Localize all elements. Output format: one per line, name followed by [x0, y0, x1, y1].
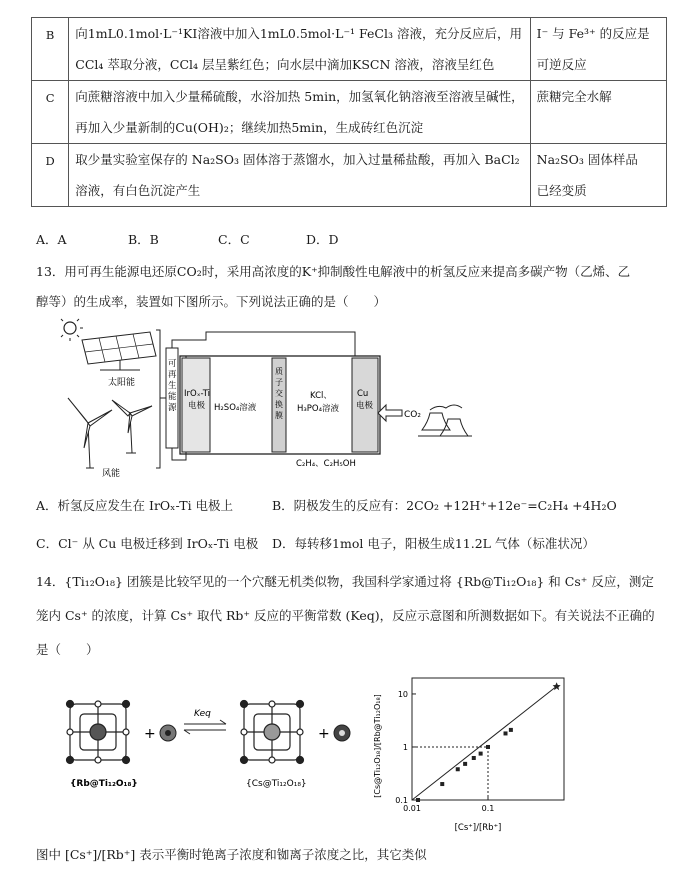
reaction-scheme — [56, 690, 366, 800]
conclusion-line: 已经变质 — [536, 183, 587, 198]
plot-area — [395, 678, 564, 813]
data-point — [440, 782, 444, 786]
q13-option-b[interactable]: B．阴极发生的反应有：2CO₂ +12H⁺+12e⁻=C₂H₄ +4H₂O — [272, 498, 617, 513]
renewable-source-label: 可再生能源 — [168, 359, 177, 413]
data-point — [504, 731, 508, 735]
conclusion-line: I⁻ 与 Fe³⁺ 的反应是 — [536, 26, 650, 41]
row-label: D — [32, 144, 69, 207]
x-tick-label: 0.1 — [481, 804, 495, 813]
solar-panel-icon — [82, 332, 156, 370]
cs-cluster-label: {Cs@Ti₁₂O₁₈} — [246, 779, 307, 789]
conclusion-line: 可逆反应 — [536, 57, 587, 72]
option-d[interactable]: D．D — [306, 232, 339, 247]
electrolysis-diagram — [60, 318, 520, 478]
equilibrium-arrow-icon — [184, 720, 226, 734]
plus-sign-2: + — [318, 726, 330, 742]
y-axis-label: [Cs@Ti₁₂O₁₈]/[Rb@Ti₁₂O₁₈] — [373, 694, 382, 798]
chart-caption: 图中 [Cs⁺]/[Rb⁺] 表示平衡时铯离子浓度和铷离子浓度之比，其它类似 — [36, 847, 427, 862]
q14-stem-line: 是（ ） — [36, 642, 99, 657]
co2-label: CO₂ — [404, 410, 421, 420]
x-axis-label: [Cs⁺]/[Rb⁺] — [454, 823, 502, 833]
conclusion-line: Na₂SO₃ 固体样品 — [536, 152, 638, 167]
y-tick-label: 1 — [402, 742, 408, 752]
option-c[interactable]: C．C — [218, 232, 250, 247]
x-tick-label: 0.01 — [403, 804, 421, 813]
table-row — [32, 144, 667, 207]
q14-stem-line: 笼内 Cs⁺ 的浓度，计算 Cs⁺ 取代 Rb⁺ 反应的平衡常数 (Keq)，反应示意图和所测数据如下。有关说法不正确的 — [36, 608, 655, 623]
y-tick-label: 10 — [397, 689, 408, 699]
anode-label: IrOₓ-Ti — [184, 389, 211, 399]
operation-line: 向1mL0.1mol·L⁻¹KI溶液中加入1mL0.5mol·L⁻¹ FeCl₃ 溶液，充分反应后，用 — [75, 26, 522, 41]
q12-options — [36, 230, 339, 248]
factory-icon — [418, 405, 472, 436]
table-row — [32, 81, 667, 144]
rb-cluster-icon — [67, 701, 130, 764]
operation-line: 取少量实验室保存的 Na₂SO₃ 固体溶于蒸馏水，加入过量稀盐酸，再加入 BaCl₂ — [75, 152, 520, 167]
data-point — [416, 798, 420, 802]
operation-line: 向蔗糖溶液中加入少量稀硫酸，水浴加热 5min，加氢氧化钠溶液至溶液呈碱性， — [75, 89, 524, 104]
fit-line — [412, 686, 557, 800]
cathode-label: Cu — [357, 389, 369, 399]
q13-stem-line: 醇等）的生成率，装置如下图所示。下列说法正确的是（ ） — [36, 294, 387, 309]
keq-label: Keq — [194, 709, 211, 719]
plus-sign: + — [144, 726, 156, 742]
data-point — [456, 767, 460, 771]
anode-label-2: 电极 — [188, 401, 206, 411]
rb-ion-icon — [334, 725, 350, 741]
solar-label: 太阳能 — [108, 378, 136, 388]
row-label: C — [32, 81, 69, 144]
q14-stem-line: 14．{Ti₁₂O₁₈} 团簇是比较罕见的一个穴醚无机类似物，我国科学家通过将 {Rb@Ti₁₂O₁₈} 和 Cs⁺ 反应，测定 — [36, 574, 654, 589]
keq-chart — [368, 670, 582, 834]
cs-ion-icon — [160, 725, 176, 741]
y-tick-label: 0.1 — [395, 796, 408, 805]
data-point — [463, 762, 467, 766]
data-point — [509, 728, 513, 732]
data-point — [486, 745, 490, 749]
wind-turbine-icon — [68, 398, 152, 468]
catholyte-label-2: H₃PO₄溶液 — [297, 404, 340, 414]
data-point — [472, 756, 476, 760]
data-point — [479, 752, 483, 756]
products-label: C₂H₄、C₂H₅OH — [296, 459, 356, 469]
operation-line: CCl₄ 萃取分液，CCl₄ 层呈紫红色；向水层中滴加KSCN 溶液，溶液呈红色 — [75, 57, 495, 72]
co2-arrow-icon — [378, 405, 402, 421]
q13-stem-line: 13．用可再生能源电还原CO₂时，采用高浓度的K⁺抑制酸性电解液中的析氢反应来提高多碳产物（乙烯、乙 — [36, 264, 631, 279]
sun-icon — [60, 318, 83, 341]
membrane-label: 质子交换膜 — [275, 367, 283, 420]
q13-option-c[interactable]: C．Cl⁻ 从 Cu 电极迁移到 IrOₓ-Ti 电极 — [36, 536, 259, 551]
option-b[interactable]: B．B — [128, 232, 159, 247]
cs-cluster-icon — [241, 701, 304, 764]
q13-option-a[interactable]: A．析氢反应发生在 IrOₓ-Ti 电极上 — [36, 498, 234, 513]
anolyte-label: H₂SO₄溶液 — [214, 403, 257, 413]
catholyte-label: KCl、 — [310, 391, 332, 401]
operation-line: 再加入少量新制的Cu(OH)₂；继续加热5min，生成砖红色沉淀 — [75, 120, 424, 135]
conclusion-line: 蔗糖完全水解 — [536, 89, 612, 104]
operation-line: 溶液，有白色沉淀产生 — [75, 183, 201, 198]
row-label: B — [32, 18, 69, 81]
wind-label: 风能 — [102, 469, 121, 478]
option-a[interactable]: A．A — [36, 232, 67, 247]
cathode-label-2: 电极 — [356, 401, 374, 411]
rb-cluster-label: {Rb@Ti₁₂O₁₈} — [70, 779, 138, 789]
reference-dashed-line — [412, 747, 488, 800]
q13-option-d[interactable]: D．每转移1mol 电子，阳极生成11.2L 气体（标准状况） — [272, 536, 595, 551]
table-row — [32, 18, 667, 81]
experiment-table — [31, 17, 667, 207]
